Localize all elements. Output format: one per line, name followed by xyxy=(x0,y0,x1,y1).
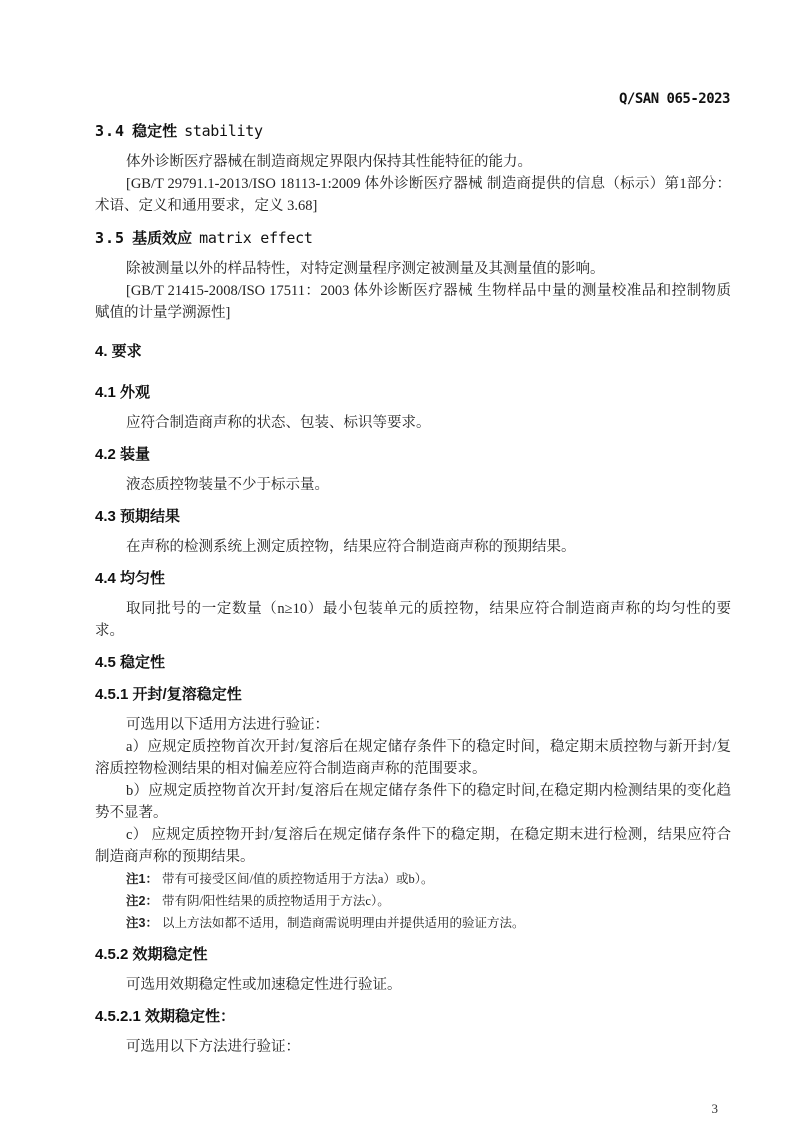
clause-4-1-paragraph: 应符合制造商声称的状态、包装、标识等要求。 xyxy=(126,415,431,431)
clause-3-5-heading xyxy=(95,227,731,250)
clause-3-5-definition: 除被测量以外的样品特性，对特定测量程序测定被测量及其测量值的影响。 xyxy=(126,261,605,277)
clause-3-5-source: [GB/T 21415-2008/ISO 17511：2003 体外诊断医疗器械 生物样品中量的测量校准品和控制物质赋值的计量学溯源性] xyxy=(95,283,731,321)
clause-4-2-paragraph: 液态质控物装量不少于标示量。 xyxy=(126,477,329,493)
clause-title-zh: 稳定性 xyxy=(132,123,178,140)
clause-4-5-1-intro: 可选用以下适用方法进行验证： xyxy=(126,717,329,733)
note-text: 带有可接受区间/值的质控物适用于方法a）或b）。 xyxy=(161,872,434,886)
note-text: 带有阴/阳性结果的质控物适用于方法c）。 xyxy=(161,894,390,908)
clause-4-5-1-item-b: b）应规定质控物首次开封/复溶后在规定储存条件下的稳定时间,在稳定期内检测结果的变化趋势不显著。 xyxy=(95,783,731,821)
clause-title-zh: 基质效应 xyxy=(132,230,193,247)
clause-4-4-heading: 4.4 均匀性 xyxy=(95,570,166,587)
note-label: 注3： xyxy=(126,916,158,930)
clause-4-4-paragraph: 取同批号的一定数量（n≥10）最小包装单元的质控物，结果应符合制造商声称的均匀性的要求。 xyxy=(95,601,731,639)
clause-4-1-heading: 4.1 外观 xyxy=(95,384,151,401)
note-2 xyxy=(95,890,731,912)
clause-number: 3.4 xyxy=(95,122,126,140)
clause-number: 3.5 xyxy=(95,229,126,247)
note-1 xyxy=(95,868,731,890)
clause-4-5-1-heading: 4.5.1 开封/复溶稳定性 xyxy=(95,686,242,703)
note-label: 注2： xyxy=(126,894,158,908)
clause-4-3-paragraph: 在声称的检测系统上测定质控物，结果应符合制造商声称的预期结果。 xyxy=(126,539,576,555)
clause-4-3-heading: 4.3 预期结果 xyxy=(95,508,181,525)
document-body xyxy=(95,110,731,1058)
clause-3-4-heading xyxy=(95,120,731,143)
clause-3-4-definition: 体外诊断医疗器械在制造商规定界限内保持其性能特征的能力。 xyxy=(126,154,532,170)
clause-title-en: stability xyxy=(184,122,263,140)
clause-4-2-heading: 4.2 装量 xyxy=(95,446,151,463)
clause-4-5-heading: 4.5 稳定性 xyxy=(95,654,166,671)
clause-4-5-2-1-heading: 4.5.2.1 效期稳定性： xyxy=(95,1008,236,1025)
note-text: 以上方法如都不适用，制造商需说明理由并提供适用的验证方法。 xyxy=(161,916,525,930)
clause-4-5-1-item-c: c） 应规定质控物开封/复溶后在规定储存条件下的稳定期，在稳定期末进行检测，结果应符合制造商声称的预期结果。 xyxy=(95,827,731,865)
clause-title-en: matrix effect xyxy=(199,229,313,247)
page-number: 3 xyxy=(711,1101,718,1116)
clause-3-4-source: [GB/T 29791.1-2013/ISO 18113-1:2009 体外诊断医疗器械 制造商提供的信息（标示）第1部分：术语、定义和通用要求，定义 3.68] xyxy=(95,176,731,214)
doc-number-header: Q/SAN 065-2023 xyxy=(618,91,730,107)
note-3 xyxy=(95,912,731,934)
clause-4-5-1-item-a: a）应规定质控物首次开封/复溶后在规定储存条件下的稳定时间，稳定期末质控物与新开封/复溶质控物检测结果的相对偏差应符合制造商声称的范围要求。 xyxy=(95,739,731,777)
chapter-4-heading: 4. 要求 xyxy=(95,343,142,360)
clause-4-5-2-paragraph: 可选用效期稳定性或加速稳定性进行验证。 xyxy=(126,977,402,993)
clause-4-5-2-heading: 4.5.2 效期稳定性 xyxy=(95,946,208,963)
note-label: 注1： xyxy=(126,872,158,886)
clause-4-5-2-1-paragraph: 可选用以下方法进行验证： xyxy=(126,1039,300,1055)
